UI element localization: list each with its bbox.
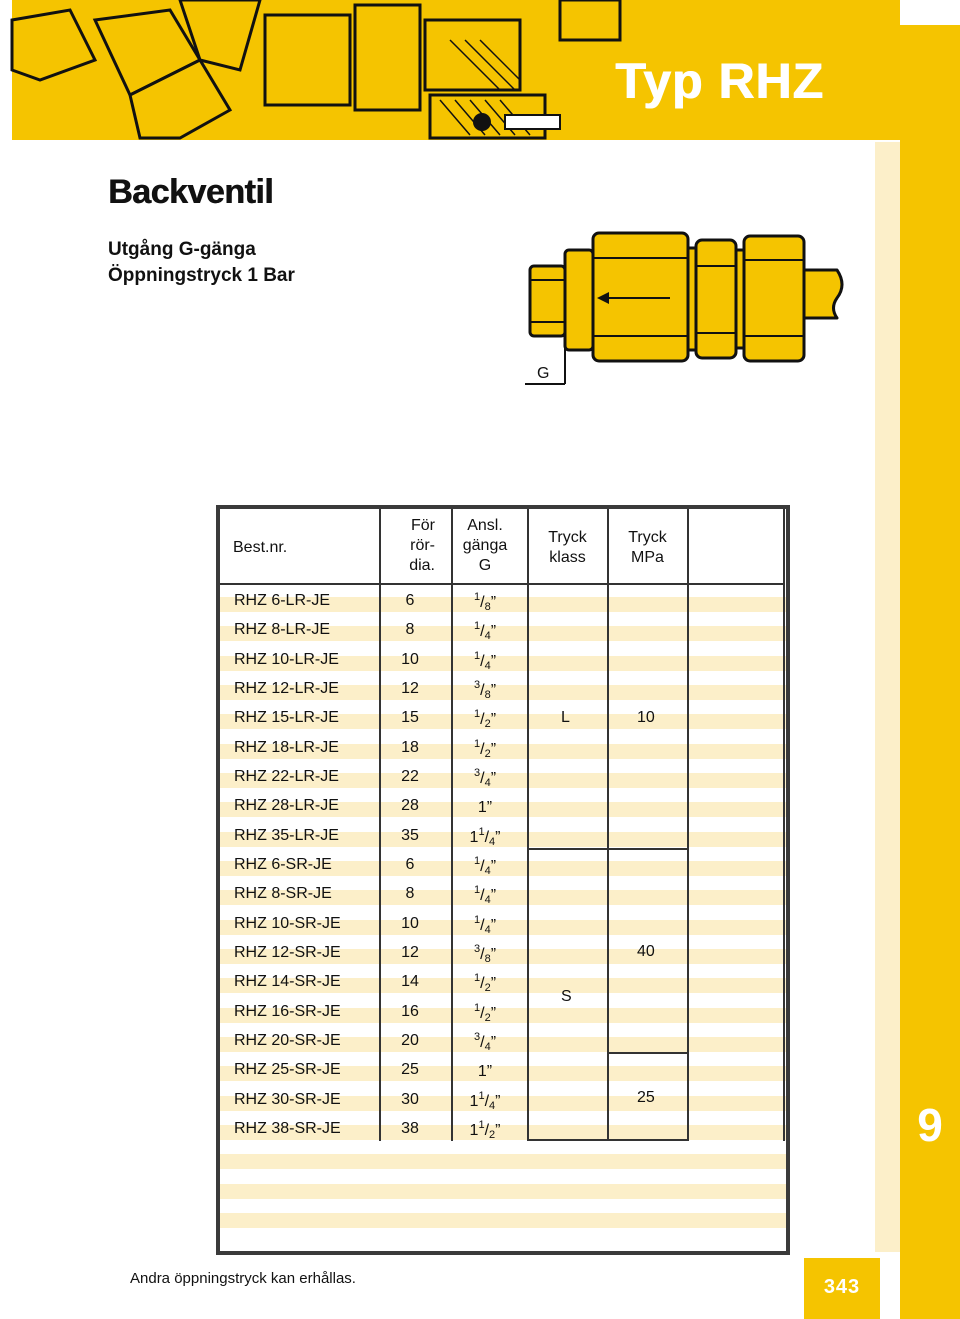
thread-den: 8 <box>484 952 491 965</box>
cell-best-nr: RHZ 38-SR-JE <box>234 1119 341 1137</box>
thread-num: 3 <box>473 1030 481 1043</box>
cell-best-nr: RHZ 8-SR-JE <box>234 885 332 903</box>
cell-thread-size <box>455 763 515 793</box>
thread-inch-mark: ” <box>490 945 497 963</box>
cell-pipe-dia: 6 <box>405 855 415 873</box>
cell-best-nr: RHZ 10-LR-JE <box>234 650 339 668</box>
cell-pipe-dia: 10 <box>401 914 419 932</box>
cell-best-nr: RHZ 10-SR-JE <box>234 914 341 932</box>
thread-den: 2 <box>484 1011 491 1024</box>
thread-slash: / <box>480 594 485 611</box>
cell-best-nr: RHZ 12-SR-JE <box>234 943 341 961</box>
cell-thread-size <box>455 910 515 940</box>
mpa-10: 10 <box>637 709 655 726</box>
cell-best-nr: RHZ 14-SR-JE <box>234 973 341 991</box>
thread-slash: / <box>480 769 485 787</box>
thread-den: 2 <box>489 1128 496 1141</box>
class-L: L <box>561 709 570 726</box>
thread-whole: 1 <box>477 799 487 817</box>
table-vertical-line <box>783 509 785 1141</box>
mpa-40: 40 <box>637 943 655 960</box>
thread-num: 1 <box>478 1118 485 1131</box>
cell-pipe-dia: 8 <box>405 885 415 903</box>
thread-num: 1 <box>473 591 481 603</box>
thread-den: 4 <box>484 923 491 936</box>
cell-thread-size <box>455 1056 515 1086</box>
table-vertical-line <box>527 509 529 1141</box>
cell-best-nr: RHZ 25-SR-JE <box>234 1061 341 1079</box>
cell-thread-size <box>455 998 515 1028</box>
thread-den: 4 <box>484 1040 491 1053</box>
thread-den: 4 <box>484 894 491 907</box>
thread-inch-mark: ” <box>490 769 497 787</box>
thread-den: 4 <box>489 835 496 848</box>
cell-pipe-dia: 12 <box>401 943 419 961</box>
cell-pipe-dia: 10 <box>401 650 419 668</box>
cell-best-nr: RHZ 16-SR-JE <box>234 1002 341 1020</box>
thread-den: 2 <box>484 747 491 760</box>
cell-best-nr: RHZ 28-LR-JE <box>234 797 339 815</box>
table-vertical-line <box>379 509 381 1141</box>
thread-num: 1 <box>478 825 485 838</box>
subtitle-thread: Utgång G-gänga <box>108 239 256 260</box>
thread-num: 1 <box>473 708 481 721</box>
thread-slash: / <box>480 1033 485 1051</box>
thread-inch-mark: ” <box>495 1092 501 1110</box>
thread-slash: / <box>480 975 485 993</box>
cell-thread-size <box>455 939 515 969</box>
thread-slash: / <box>480 1004 485 1022</box>
cell-best-nr: RHZ 22-LR-JE <box>234 767 339 785</box>
thread-den: 8 <box>484 601 491 613</box>
cell-best-nr: RHZ 6-SR-JE <box>234 855 332 873</box>
thread-num: 1 <box>473 854 481 867</box>
thread-slash: / <box>480 623 485 641</box>
thread-den: 8 <box>484 688 491 701</box>
cell-thread-size <box>455 675 515 705</box>
thread-num: 3 <box>473 678 481 691</box>
thread-whole: 1 <box>469 1092 479 1110</box>
thread-inch-mark: ” <box>490 916 497 934</box>
thread-inch-mark: ” <box>490 857 497 875</box>
cell-pipe-dia: 28 <box>401 797 419 815</box>
cell-pipe-dia: 22 <box>401 767 419 785</box>
thread-inch-mark: ” <box>490 594 497 611</box>
cell-best-nr: RHZ 18-LR-JE <box>234 738 339 756</box>
thread-den: 4 <box>484 864 491 877</box>
fitting-drawing <box>525 228 855 388</box>
thread-slash: / <box>480 740 485 758</box>
type-label: Typ RHZ <box>615 53 824 109</box>
thread-num: 1 <box>473 649 481 662</box>
thread-slash: / <box>480 652 485 670</box>
cell-thread-size <box>455 616 515 646</box>
thread-inch-mark: ” <box>490 681 497 699</box>
thread-den: 2 <box>484 982 491 995</box>
cell-best-nr: RHZ 6-LR-JE <box>234 592 331 609</box>
cell-thread-size <box>455 1115 515 1145</box>
cell-pipe-dia: 15 <box>401 709 419 727</box>
thread-inch-mark: ” <box>490 623 497 641</box>
thread-slash: / <box>484 828 490 846</box>
thread-inch-mark: ” <box>495 1121 501 1139</box>
thread-num: 1 <box>473 737 481 750</box>
table-horizontal-line <box>527 848 687 850</box>
cell-pipe-dia: 38 <box>401 1119 419 1137</box>
thread-slash: / <box>484 1092 490 1110</box>
cell-best-nr: RHZ 35-LR-JE <box>234 826 339 844</box>
thread-inch-mark: ” <box>490 1004 497 1022</box>
thread-num: 3 <box>473 942 481 955</box>
table-vertical-line <box>451 509 453 1141</box>
page-title: Backventil <box>108 173 274 211</box>
cell-best-nr: RHZ 12-LR-JE <box>234 679 339 697</box>
table-vertical-line <box>687 509 689 1141</box>
table-horizontal-line <box>220 583 783 585</box>
cell-thread-size <box>455 1027 515 1057</box>
mpa-25: 25 <box>637 1089 655 1106</box>
thread-slash: / <box>480 681 485 699</box>
thread-inch-mark: ” <box>490 711 497 729</box>
thread-den: 4 <box>489 1099 496 1112</box>
header-best-nr: Best.nr. <box>233 539 288 556</box>
table-horizontal-line <box>527 1139 687 1141</box>
cell-best-nr: RHZ 30-SR-JE <box>234 1090 341 1108</box>
thread-slash: / <box>480 945 485 963</box>
thread-num: 1 <box>473 620 481 633</box>
subtitle-pressure: Öppningstryck 1 Bar <box>108 265 295 286</box>
header-thread: Ansl. gänga G <box>462 517 508 574</box>
thread-num: 1 <box>473 1001 481 1014</box>
header-pressure-mpa: Tryck MPa <box>628 529 667 566</box>
table-stripe <box>220 1184 786 1199</box>
cell-pipe-dia: 25 <box>401 1061 419 1079</box>
table-stripe <box>220 1154 786 1169</box>
cell-thread-size <box>455 587 515 617</box>
header-pipe-dia: För rör- dia. <box>409 517 435 574</box>
cell-thread-size <box>455 792 515 822</box>
page-number: 343 <box>823 1276 861 1298</box>
header-pressure-class: Tryck klass <box>548 529 587 566</box>
cell-pipe-dia: 8 <box>405 621 415 639</box>
cell-best-nr: RHZ 15-LR-JE <box>234 709 339 727</box>
cell-pipe-dia: 6 <box>405 592 415 609</box>
thread-inch-mark: ” <box>490 887 497 905</box>
cell-pipe-dia: 35 <box>401 826 419 844</box>
cell-pipe-dia: 16 <box>401 1002 419 1020</box>
thread-inch-mark: ” <box>490 1033 497 1051</box>
thread-num: 1 <box>473 884 481 897</box>
footnote: Andra öppningstryck kan erhållas. <box>130 1270 356 1287</box>
cell-thread-size <box>455 734 515 764</box>
thread-slash: / <box>480 711 485 729</box>
thread-inch-mark: ” <box>490 740 497 758</box>
cell-best-nr: RHZ 8-LR-JE <box>234 621 331 639</box>
thread-den: 4 <box>484 659 491 672</box>
class-S: S <box>561 988 572 1005</box>
thread-inch-mark: ” <box>490 652 497 670</box>
thread-num: 1 <box>473 972 481 985</box>
thread-slash: / <box>480 857 485 875</box>
thread-whole: 1 <box>469 828 479 846</box>
thread-inch-mark: ” <box>486 799 493 817</box>
thread-inch-mark: ” <box>486 1063 493 1081</box>
cell-thread-size <box>455 822 515 852</box>
cell-thread-size <box>455 646 515 676</box>
cell-pipe-dia: 30 <box>401 1090 419 1108</box>
dimension-label: G <box>537 365 550 382</box>
thread-whole: 1 <box>477 1063 487 1081</box>
cell-pipe-dia: 14 <box>401 973 419 991</box>
thread-inch-mark: ” <box>490 975 497 993</box>
thread-slash: / <box>484 1121 490 1139</box>
thread-num: 1 <box>473 913 481 926</box>
cell-pipe-dia: 18 <box>401 738 419 756</box>
cell-best-nr: RHZ 20-SR-JE <box>234 1031 341 1049</box>
thread-den: 2 <box>484 718 491 731</box>
table-vertical-line <box>607 509 609 1141</box>
thread-num: 1 <box>478 1089 485 1102</box>
thread-inch-mark: ” <box>495 828 501 846</box>
section-number: 9 <box>917 1099 943 1151</box>
table-stripe <box>220 1213 786 1228</box>
cell-thread-size <box>455 851 515 881</box>
thread-den: 4 <box>484 630 491 643</box>
thread-slash: / <box>480 916 485 934</box>
thread-whole: 1 <box>469 1121 479 1139</box>
table-horizontal-line <box>607 1052 687 1054</box>
thread-slash: / <box>480 887 485 905</box>
thread-den: 4 <box>484 776 491 789</box>
cell-pipe-dia: 20 <box>401 1031 419 1049</box>
cell-thread-size <box>455 704 515 734</box>
cell-thread-size <box>455 968 515 998</box>
thread-num: 3 <box>473 766 481 779</box>
cell-thread-size <box>455 880 515 910</box>
cream-side-strip <box>875 142 900 1252</box>
cell-thread-size <box>455 1086 515 1116</box>
cell-pipe-dia: 12 <box>401 679 419 697</box>
